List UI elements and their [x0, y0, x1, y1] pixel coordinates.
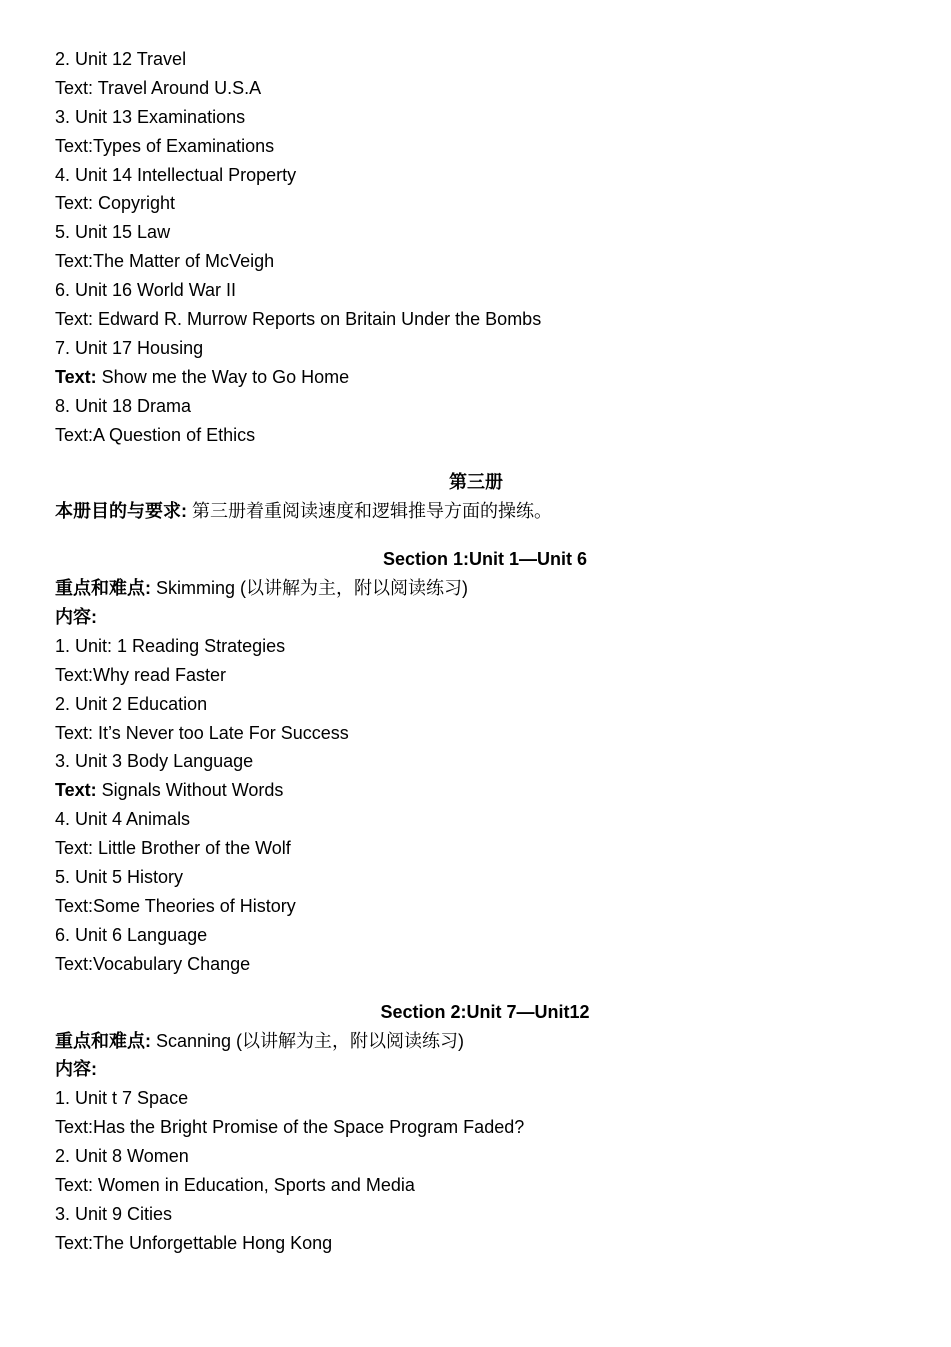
unit-line: 2. Unit 12 Travel	[55, 49, 187, 69]
text-line: Text:The Unforgettable Hong Kong	[55, 1232, 333, 1253]
unit-line: 6. Unit 16 World War II	[55, 280, 237, 301]
text-line	[55, 776, 915, 805]
book-3	[55, 468, 915, 526]
previous-book-units	[55, 45, 915, 449]
text-line: Text: It’s Never too Late For Success	[55, 722, 349, 743]
text-label: Text:	[55, 780, 97, 801]
unit-line: 5. Unit 5 History	[55, 867, 184, 888]
text-line: Text:Some Theories of History	[55, 895, 296, 916]
content-label: 内容:	[55, 607, 97, 628]
key-label: 重点和难点:	[55, 1030, 151, 1051]
section-title: Section 1:Unit 1—Unit 6	[382, 549, 588, 570]
book-title: 第三册	[449, 472, 503, 493]
unit-line: 3. Unit 13 Examinations	[55, 106, 246, 127]
text-title: Show me the Way to Go Home	[96, 366, 350, 387]
document-page	[55, 45, 915, 1258]
key-label: 重点和难点:	[55, 578, 151, 599]
unit-line: 1. Unit t 7 Space	[55, 1088, 189, 1109]
text-line: Text:The Matter of McVeigh	[55, 251, 275, 272]
unit-line: 2. Unit 2 Education	[55, 693, 208, 714]
text-line: Text: Edward R. Murrow Reports on Britain Under the Bombs	[55, 309, 542, 330]
section-key-points	[55, 1027, 915, 1056]
key-text: Scanning (以讲解为主，附以阅读练习)	[151, 1030, 465, 1051]
text-line: Text:Vocabulary Change	[55, 953, 251, 974]
unit-line: 3. Unit 3 Body Language	[55, 751, 254, 772]
text-line: Text: Women in Education, Sports and Media	[55, 1174, 415, 1195]
unit-line: 7. Unit 17 Housing	[55, 337, 204, 358]
text-line	[55, 363, 915, 392]
text-line: Text:A Question of Ethics	[55, 424, 256, 445]
unit-line: 8. Unit 18 Drama	[55, 395, 192, 416]
book-goal	[55, 497, 915, 526]
unit-line: 4. Unit 14 Intellectual Property	[55, 164, 297, 185]
section-2	[55, 998, 915, 1258]
text-title: Signals Without Words	[96, 780, 284, 801]
unit-line: 1. Unit: 1 Reading Strategies	[55, 635, 286, 656]
goal-label: 本册目的与要求:	[55, 501, 187, 522]
text-line: Text:Has the Bright Promise of the Space Program Faded?	[55, 1117, 525, 1138]
unit-line: 3. Unit 9 Cities	[55, 1203, 173, 1224]
text-label: Text:	[55, 366, 97, 387]
text-line: Text: Travel Around U.S.A	[55, 77, 262, 98]
unit-line: 5. Unit 15 Law	[55, 222, 171, 243]
text-line: Text: Little Brother of the Wolf	[55, 838, 291, 859]
content-label: 内容:	[55, 1059, 97, 1080]
section-key-points	[55, 574, 915, 603]
unit-line: 4. Unit 4 Animals	[55, 809, 191, 830]
unit-line: 6. Unit 6 Language	[55, 924, 208, 945]
text-line: Text:Why read Faster	[55, 664, 227, 685]
text-line: Text: Copyright	[55, 193, 176, 214]
unit-line: 2. Unit 8 Women	[55, 1146, 189, 1167]
text-line: Text:Types of Examinations	[55, 135, 275, 156]
section-title: Section 2:Unit 7—Unit12	[380, 1001, 590, 1022]
key-text: Skimming (以讲解为主，附以阅读练习)	[151, 578, 469, 599]
section-1	[55, 545, 915, 978]
goal-text: 第三册着重阅读速度和逻辑推导方面的操练。	[187, 501, 552, 522]
